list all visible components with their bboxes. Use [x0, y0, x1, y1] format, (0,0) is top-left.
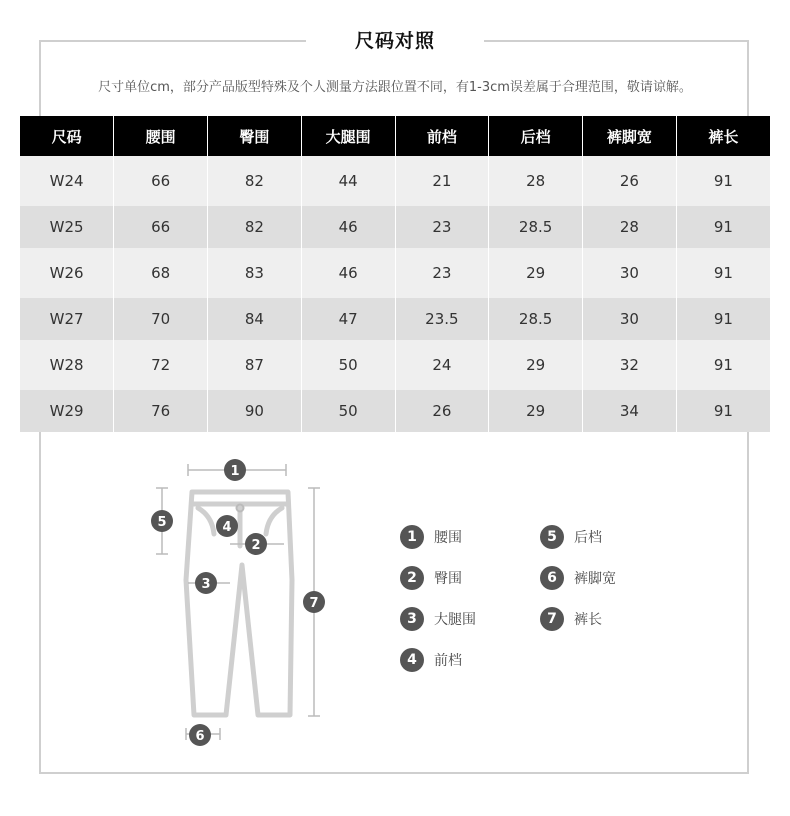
table-cell: 29 [489, 340, 583, 390]
legend-item [400, 647, 462, 673]
table-cell: 26 [395, 390, 489, 432]
table-cell: 30 [583, 298, 677, 340]
size-table [20, 116, 770, 432]
header-hip: 臀围 [208, 116, 302, 156]
table-row [20, 390, 770, 432]
table-cell: 29 [489, 248, 583, 298]
legend-item [540, 524, 602, 550]
header-thigh: 大腿围 [301, 116, 395, 156]
legend-label: 前档 [434, 653, 462, 669]
legend-label: 裤长 [574, 612, 602, 628]
table-cell: 47 [301, 298, 395, 340]
table-cell: 66 [114, 156, 208, 206]
table-cell: 28 [583, 206, 677, 248]
legend-label: 臀围 [434, 571, 462, 587]
table-cell: 72 [114, 340, 208, 390]
marker-6: 6 [195, 729, 205, 744]
marker-1: 1 [230, 464, 240, 479]
size-cell: W26 [20, 248, 114, 298]
table-cell: 84 [208, 298, 302, 340]
table-cell: 83 [208, 248, 302, 298]
table-cell: 21 [395, 156, 489, 206]
table-header-row [20, 116, 770, 156]
table-cell: 34 [583, 390, 677, 432]
table-cell: 91 [676, 340, 770, 390]
legend-label: 大腿围 [434, 612, 476, 628]
table-row [20, 340, 770, 390]
table-cell: 30 [583, 248, 677, 298]
pants-left-pocket [198, 508, 214, 534]
table-cell: 66 [114, 206, 208, 248]
table-cell: 23 [395, 248, 489, 298]
marker-3: 3 [201, 577, 211, 592]
table-cell: 90 [208, 390, 302, 432]
measurement-note: 尺寸单位cm，部分产品版型特殊及个人测量方法跟位置不同，有1-3cm误差属于合理范围，敬请谅解。 [98, 80, 692, 95]
table-row [20, 248, 770, 298]
table-cell: 91 [676, 390, 770, 432]
marker-5: 5 [157, 515, 167, 530]
marker-7: 7 [309, 596, 319, 611]
header-leg-opening: 裤脚宽 [583, 116, 677, 156]
table-cell: 44 [301, 156, 395, 206]
legend-label: 后档 [574, 530, 602, 546]
table-cell: 50 [301, 390, 395, 432]
legend-badge: 1 [400, 525, 424, 549]
legend-badge: 3 [400, 607, 424, 631]
legend-badge: 5 [540, 525, 564, 549]
table-cell: 28 [489, 156, 583, 206]
table-cell: 23 [395, 206, 489, 248]
size-cell: W28 [20, 340, 114, 390]
header-length: 裤长 [676, 116, 770, 156]
table-cell: 70 [114, 298, 208, 340]
legend-label: 腰围 [434, 530, 462, 546]
legend-item [400, 606, 476, 632]
legend-badge: 6 [540, 566, 564, 590]
table-cell: 50 [301, 340, 395, 390]
table-cell: 46 [301, 206, 395, 248]
size-cell: W27 [20, 298, 114, 340]
table-cell: 91 [676, 156, 770, 206]
pants-right-pocket [266, 508, 282, 534]
table-cell: 28.5 [489, 206, 583, 248]
size-cell: W24 [20, 156, 114, 206]
table-cell: 82 [208, 206, 302, 248]
pants-diagram [140, 450, 360, 760]
legend-item [400, 524, 462, 550]
header-front-rise: 前档 [395, 116, 489, 156]
table-row [20, 156, 770, 206]
legend-badge: 7 [540, 607, 564, 631]
table-cell: 91 [676, 206, 770, 248]
table-cell: 32 [583, 340, 677, 390]
table-cell: 91 [676, 248, 770, 298]
header-back-rise: 后档 [489, 116, 583, 156]
size-cell: W25 [20, 206, 114, 248]
table-row [20, 206, 770, 248]
table-cell: 68 [114, 248, 208, 298]
table-cell: 46 [301, 248, 395, 298]
marker-4: 4 [222, 520, 232, 535]
page-title: 尺码对照 [354, 30, 435, 52]
legend-label: 裤脚宽 [574, 571, 616, 587]
measurement-legend [400, 520, 700, 690]
table-row [20, 298, 770, 340]
legend-item [540, 606, 602, 632]
header-waist: 腰围 [114, 116, 208, 156]
table-cell: 28.5 [489, 298, 583, 340]
size-cell: W29 [20, 390, 114, 432]
table-cell: 24 [395, 340, 489, 390]
table-cell: 23.5 [395, 298, 489, 340]
table-cell: 82 [208, 156, 302, 206]
table-cell: 91 [676, 298, 770, 340]
legend-badge: 4 [400, 648, 424, 672]
table-cell: 87 [208, 340, 302, 390]
legend-item [540, 565, 616, 591]
legend-badge: 2 [400, 566, 424, 590]
header-size: 尺码 [20, 116, 114, 156]
marker-2: 2 [251, 538, 261, 553]
table-cell: 26 [583, 156, 677, 206]
legend-item [400, 565, 462, 591]
table-cell: 76 [114, 390, 208, 432]
table-cell: 29 [489, 390, 583, 432]
